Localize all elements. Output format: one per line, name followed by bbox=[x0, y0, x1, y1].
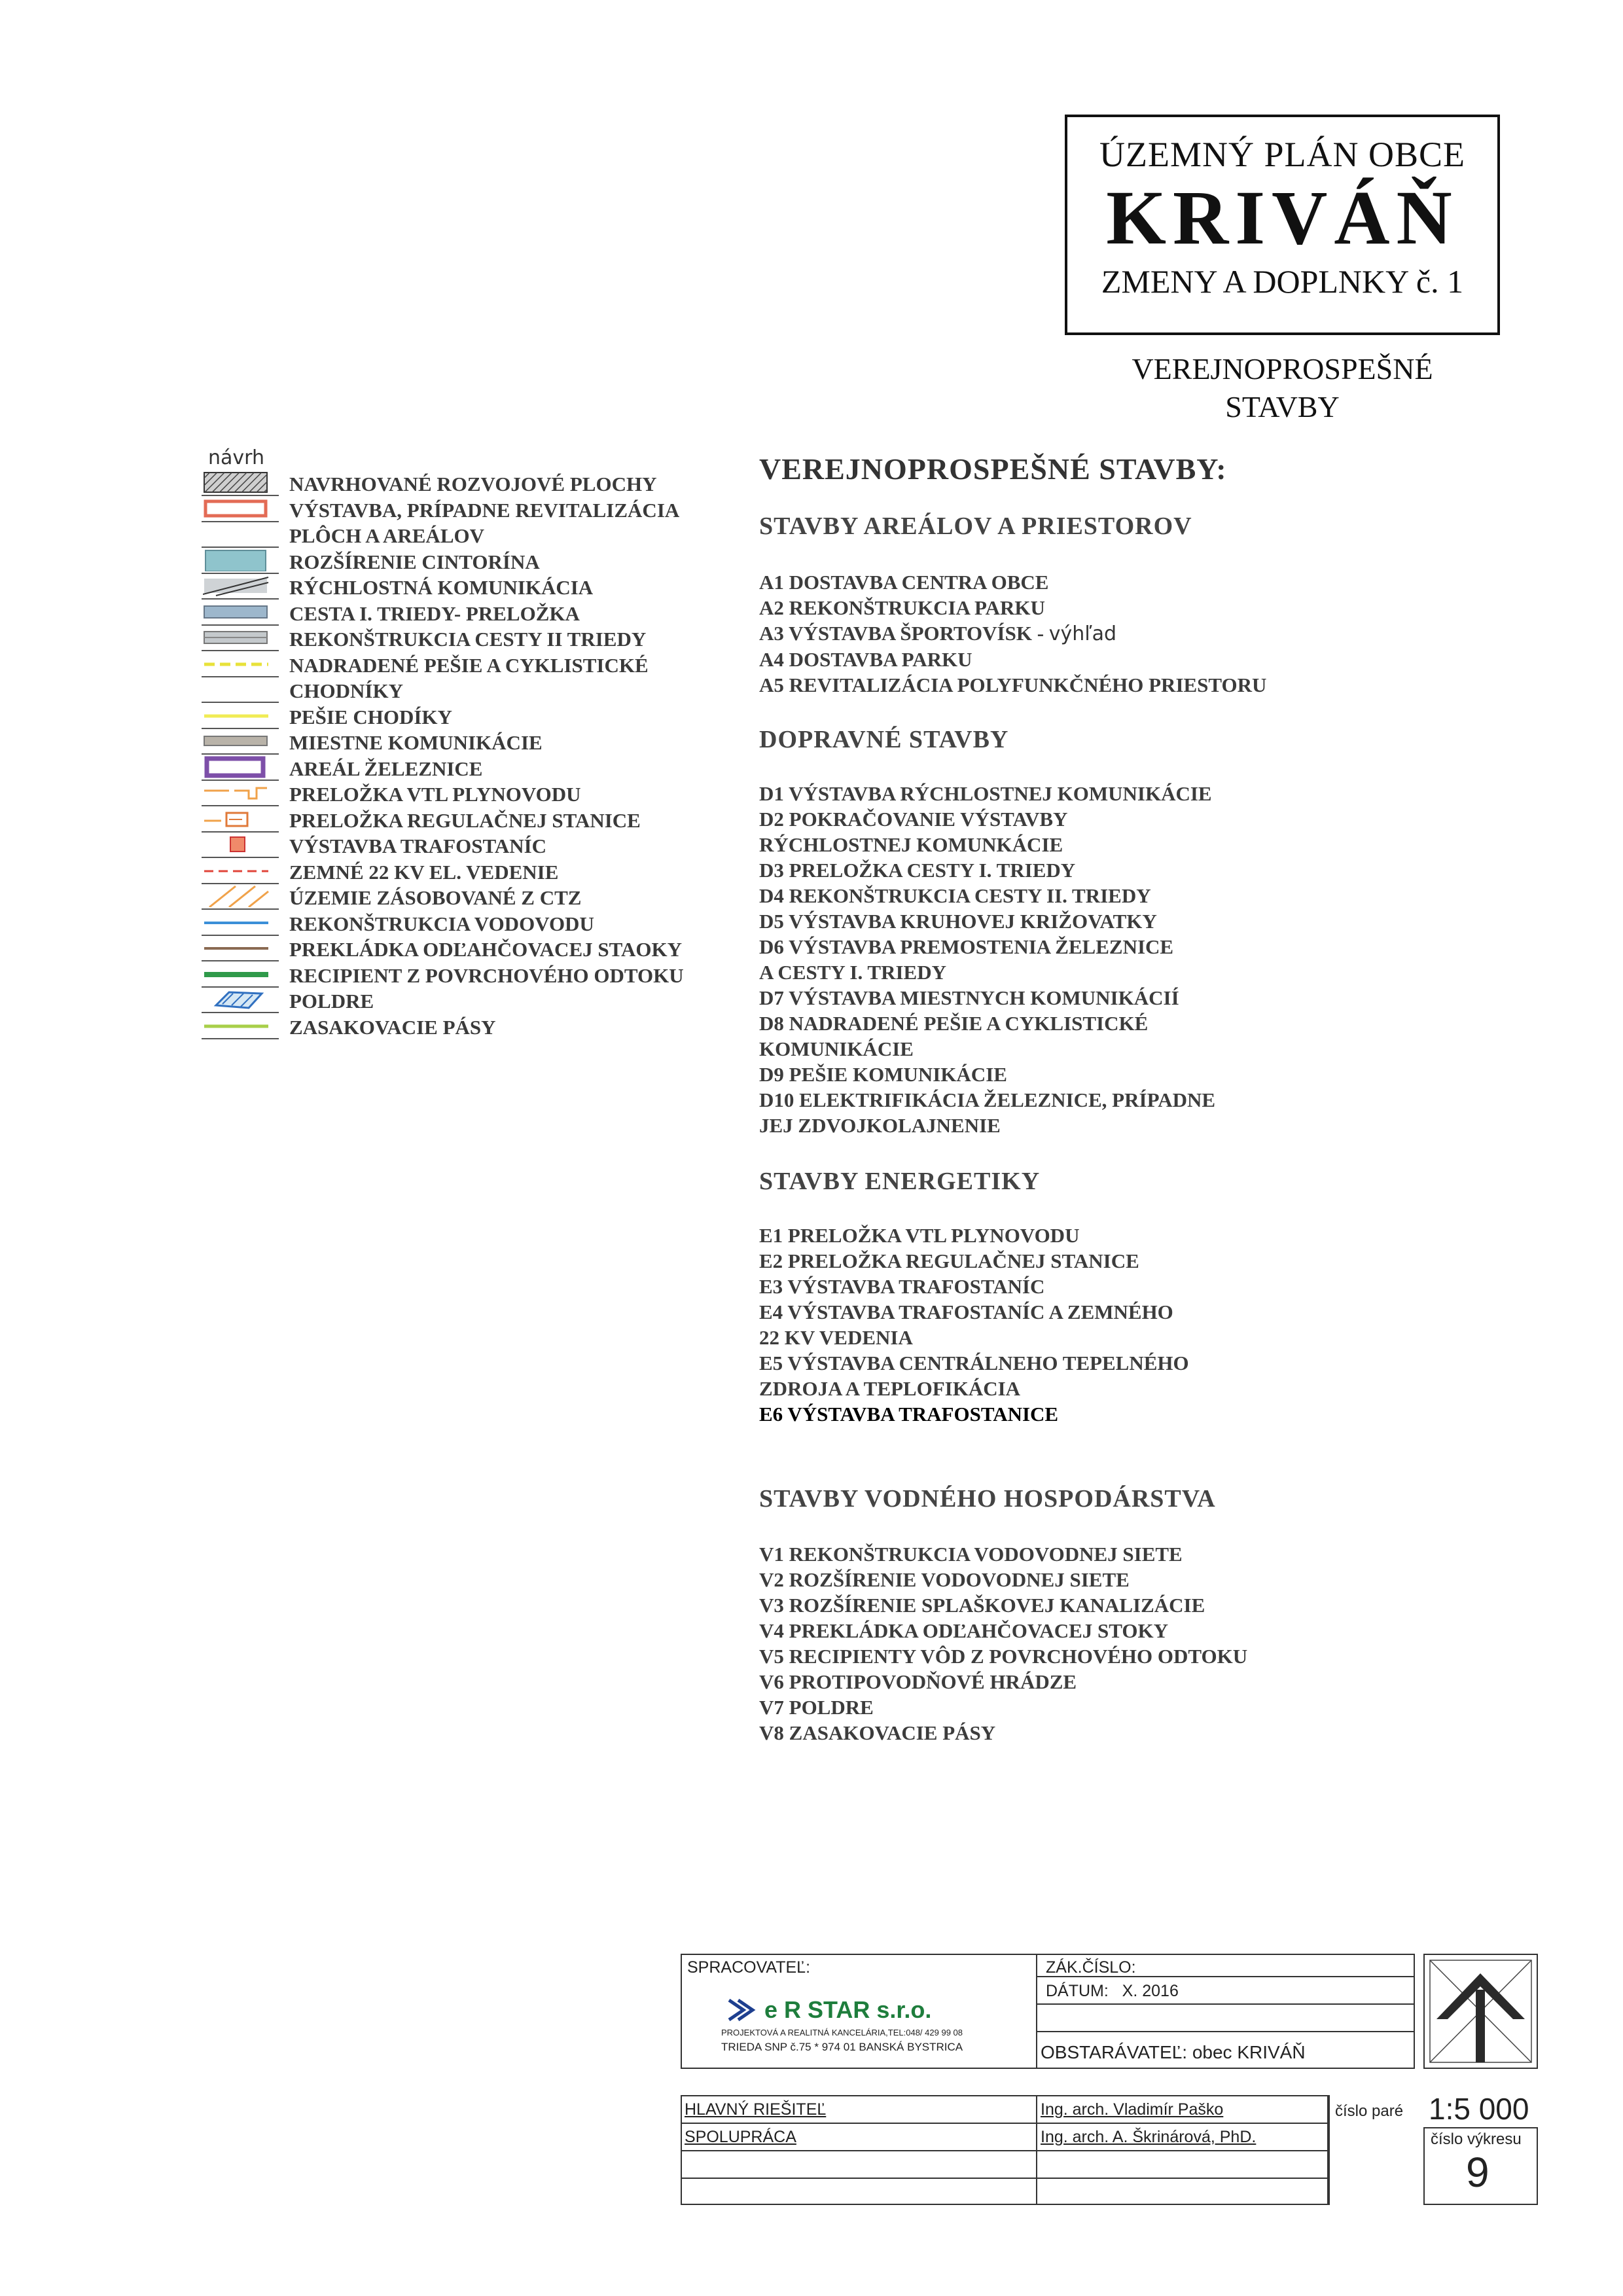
obstaravatel: OBSTARÁVATEĽ: obec KRIVÁŇ bbox=[1041, 2042, 1306, 2062]
legend-symbol-icon bbox=[203, 937, 275, 959]
list-item: V6 PROTIPOVODŇOVÉ HRÁDZE bbox=[759, 1670, 1077, 1693]
list-item: E3 VÝSTAVBA TRAFOSTANÍC bbox=[759, 1275, 1045, 1298]
list-item: D4 REKONŠTRUKCIA CESTY II. TRIEDY bbox=[759, 884, 1151, 907]
legend-item-label: RÝCHLOSTNÁ KOMUNIKÁCIA bbox=[289, 576, 594, 599]
company-name: e R STAR s.r.o. bbox=[764, 1996, 932, 2023]
title-municipality: KRIVÁŇ bbox=[1106, 175, 1459, 260]
legend-item-label: PRELOŽKA REGULAČNEJ STANICE bbox=[289, 808, 641, 832]
legend-item-label: PRELOŽKA VTL PLYNOVODU bbox=[289, 783, 581, 806]
cislo-vykresu-label: číslo výkresu bbox=[1431, 2130, 1522, 2148]
list-item: 22 KV VEDENIA bbox=[759, 1326, 913, 1349]
company-logo-icon bbox=[726, 1996, 760, 2024]
legend-symbol-icon bbox=[203, 730, 275, 752]
legend-tag: návrh bbox=[208, 446, 264, 469]
list-item: D2 POKRAČOVANIE VÝSTAVBY bbox=[759, 808, 1068, 831]
list-item bbox=[759, 620, 1266, 647]
legend-item-label: VÝSTAVBA TRAFOSTANÍC bbox=[289, 834, 547, 857]
list-item: V7 POLDRE bbox=[759, 1696, 874, 1719]
legend-item bbox=[202, 496, 738, 522]
list-item: V5 RECIPIENTY VÔD Z POVRCHOVÉHO ODTOKU bbox=[759, 1645, 1248, 1668]
section-title-energy: STAVBY ENERGETIKY bbox=[759, 1168, 1041, 1195]
legend-item-label: VÝSTAVBA, PRÍPADNE REVITALIZÁCIA bbox=[289, 498, 680, 522]
list-item: E1 PRELOŽKA VTL PLYNOVODU bbox=[759, 1224, 1080, 1247]
list-item: D7 VÝSTAVBA MIESTNYCH KOMUNIKÁCIÍ bbox=[759, 986, 1179, 1009]
list-item: D5 VÝSTAVBA KRUHOVEJ KRIŽOVATKY bbox=[759, 910, 1157, 933]
legend-item bbox=[202, 703, 738, 729]
stamp-divider bbox=[1036, 2031, 1415, 2032]
hlavny-riesitel-label: HLAVNÝ RIEŠITEĽ bbox=[685, 2100, 827, 2119]
legend-symbol-icon bbox=[203, 963, 275, 985]
list-item-text: A3 VÝSTAVBA ŠPORTOVÍSK - bbox=[759, 622, 1044, 645]
legend-item bbox=[202, 884, 738, 910]
legend-item-label: ROZŠÍRENIE CINTORÍNA bbox=[289, 550, 540, 573]
legend-symbol-icon bbox=[203, 497, 275, 520]
legend-item-label: ZEMNÉ 22 KV EL. VEDENIE bbox=[289, 860, 559, 884]
list-item: JEJ ZDVOJKOLAJNENIE bbox=[759, 1114, 1001, 1137]
subtitle-line1: VEREJNOPROSPEŠNÉ bbox=[1132, 352, 1433, 386]
legend-item-label: POLDRE bbox=[289, 990, 374, 1013]
stamp-divider bbox=[1036, 1954, 1037, 2069]
list-item: A1 DOSTAVBA CENTRA OBCE bbox=[759, 571, 1049, 594]
legend-item bbox=[202, 470, 738, 496]
list-item: D8 NADRADENÉ PEŠIE A CYKLISTICKÉ bbox=[759, 1012, 1149, 1035]
legend-item bbox=[202, 858, 738, 884]
legend-item bbox=[202, 728, 738, 755]
section-title-transport: DOPRAVNÉ STAVBY bbox=[759, 726, 1009, 753]
title-line3: ZMENY A DOPLNKY č. 1 bbox=[1101, 262, 1464, 300]
legend-item bbox=[202, 1013, 738, 1039]
section-list-transport bbox=[759, 781, 1215, 1138]
section-list-areas bbox=[759, 569, 1266, 698]
legend-symbol-icon bbox=[203, 833, 275, 855]
legend-item-label: PLÔCH A AREÁLOV bbox=[289, 524, 484, 547]
spracovatel-label: SPRACOVATEĽ: bbox=[687, 1958, 811, 1977]
legend-symbol-icon bbox=[203, 756, 275, 778]
legend-item bbox=[202, 832, 738, 858]
main-heading: VEREJNOPROSPEŠNÉ STAVBY: bbox=[759, 452, 1227, 486]
title-box bbox=[1065, 115, 1500, 335]
legend-item bbox=[202, 548, 738, 574]
legend-item-label: RECIPIENT Z POVRCHOVÉHO ODTOKU bbox=[289, 963, 684, 987]
cislo-pare-label: číslo paré bbox=[1335, 2102, 1404, 2120]
section-title-areas: STAVBY AREÁLOV A PRIESTOROV bbox=[759, 512, 1192, 540]
legend-item bbox=[202, 522, 738, 548]
list-item: D6 VÝSTAVBA PREMOSTENIA ŽELEZNICE bbox=[759, 935, 1174, 958]
list-item: A5 REVITALIZÁCIA POLYFUNKČNÉHO PRIESTORU bbox=[759, 673, 1267, 696]
legend-item-label: NADRADENÉ PEŠIE A CYKLISTICKÉ bbox=[289, 653, 649, 677]
section-list-energy bbox=[759, 1223, 1189, 1427]
stamp-divider bbox=[1329, 2095, 1330, 2205]
legend-symbol-icon bbox=[203, 471, 275, 493]
list-item: V3 ROZŠÍRENIE SPLAŠKOVEJ KANALIZÁCIE bbox=[759, 1594, 1205, 1617]
company-address-line1: PROJEKTOVÁ A REALITNÁ KANCELÁRIA,TEL:048/ 429 99 08 bbox=[721, 2028, 963, 2037]
stamp-divider bbox=[681, 2123, 1329, 2124]
spolupraca: Ing. arch. A. Škrinárová, PhD. bbox=[1041, 2128, 1257, 2146]
list-item: V8 ZASAKOVACIE PÁSY bbox=[759, 1721, 996, 1744]
legend-item-label: AREÁL ŽELEZNICE bbox=[289, 757, 483, 780]
legend-item-label: ZASAKOVACIE PÁSY bbox=[289, 1015, 496, 1039]
list-item: D9 PEŠIE KOMUNIKÁCIE bbox=[759, 1063, 1007, 1086]
stamp-divider bbox=[1036, 2003, 1415, 2005]
legend-symbol-icon bbox=[203, 859, 275, 882]
legend-symbol-icon bbox=[203, 781, 275, 804]
section-list-water bbox=[759, 1541, 1247, 1746]
legend-item bbox=[202, 573, 738, 600]
legend-item-label: MIESTNE KOMUNIKÁCIE bbox=[289, 731, 543, 754]
legend-item-label: ÚZEMIE ZÁSOBOVANÉ Z CTZ bbox=[289, 886, 582, 909]
list-item: D3 PRELOŽKA CESTY I. TRIEDY bbox=[759, 859, 1076, 882]
legend-separator bbox=[202, 1038, 279, 1039]
list-item: D1 VÝSTAVBA RÝCHLOSTNEJ KOMUNIKÁCIE bbox=[759, 782, 1212, 805]
legend-item bbox=[202, 677, 738, 703]
legend-item bbox=[202, 987, 738, 1013]
drawing-subtitle bbox=[1065, 350, 1500, 426]
legend-symbol-icon bbox=[203, 988, 275, 1011]
legend-item bbox=[202, 600, 738, 626]
legend-symbol-icon bbox=[203, 575, 275, 597]
list-item: E6 VÝSTAVBA TRAFOSTANICE bbox=[759, 1403, 1059, 1426]
architect-logo-icon bbox=[1423, 1954, 1538, 2069]
spolupraca-label: SPOLUPRÁCA bbox=[685, 2128, 796, 2146]
datum-value: X. 2016 bbox=[1122, 1982, 1179, 2000]
legend-item bbox=[202, 961, 738, 988]
datum bbox=[1046, 1982, 1179, 2001]
handwritten-note: výhľad bbox=[1048, 622, 1116, 645]
legend-symbol-icon bbox=[203, 808, 275, 830]
legend-item-label: CHODNÍKY bbox=[289, 679, 403, 702]
legend-item-label: PEŠIE CHODÍKY bbox=[289, 705, 452, 728]
list-item: RÝCHLOSTNEJ KOMUNKÁCIE bbox=[759, 833, 1063, 856]
legend-symbol-icon bbox=[203, 653, 275, 675]
list-item: E2 PRELOŽKA REGULAČNEJ STANICE bbox=[759, 1249, 1139, 1272]
legend-symbol-icon bbox=[203, 549, 275, 571]
legend-item-label: NAVRHOVANÉ ROZVOJOVÉ PLOCHY bbox=[289, 473, 657, 495]
list-item: ZDROJA A TEPLOFIKÁCIA bbox=[759, 1377, 1021, 1400]
subtitle-line2: STAVBY bbox=[1225, 390, 1340, 423]
legend-item-label: REKONŠTRUKCIA CESTY II TRIEDY bbox=[289, 628, 647, 651]
legend bbox=[202, 470, 738, 1039]
legend-item bbox=[202, 625, 738, 651]
list-item: E4 VÝSTAVBA TRAFOSTANÍC A ZEMNÉHO bbox=[759, 1300, 1173, 1323]
legend-symbol-icon bbox=[203, 626, 275, 649]
hlavny-riesitel: Ing. arch. Vladimír Paško bbox=[1041, 2100, 1224, 2119]
legend-item-label: REKONŠTRUKCIA VODOVODU bbox=[289, 912, 594, 935]
section-title-water: STAVBY VODNÉHO HOSPODÁRSTVA bbox=[759, 1485, 1216, 1513]
legend-item bbox=[202, 755, 738, 781]
legend-item bbox=[202, 910, 738, 936]
list-item: A4 DOSTAVBA PARKU bbox=[759, 648, 972, 671]
legend-item bbox=[202, 935, 738, 961]
legend-item bbox=[202, 780, 738, 806]
legend-item-label: PREKLÁDKA ODĽAHČOVACEJ STAOKY bbox=[289, 938, 682, 961]
legend-symbol-icon bbox=[203, 704, 275, 726]
list-item: A2 REKONŠTRUKCIA PARKU bbox=[759, 596, 1045, 619]
stamp-divider bbox=[681, 2150, 1329, 2151]
scale: 1:5 000 bbox=[1429, 2092, 1529, 2126]
list-item: KOMUNIKÁCIE bbox=[759, 1037, 914, 1060]
zak-cislo-label: ZÁK.ČÍSLO: bbox=[1046, 1958, 1136, 1977]
legend-item-label: CESTA I. TRIEDY- PRELOŽKA bbox=[289, 601, 580, 625]
list-item: V2 ROZŠÍRENIE VODOVODNEJ SIETE bbox=[759, 1568, 1130, 1591]
datum-label: DÁTUM: bbox=[1046, 1982, 1109, 2000]
title-line1: ÚZEMNÝ PLÁN OBCE bbox=[1099, 135, 1465, 174]
legend-symbol-icon bbox=[203, 1014, 275, 1037]
list-item: A CESTY I. TRIEDY bbox=[759, 961, 946, 984]
stamp-divider bbox=[681, 2178, 1329, 2179]
legend-symbol-icon bbox=[203, 601, 275, 623]
legend-symbol-icon bbox=[203, 911, 275, 933]
legend-item bbox=[202, 651, 738, 677]
list-item: V4 PREKLÁDKA ODĽAHČOVACEJ STOKY bbox=[759, 1619, 1168, 1642]
list-item: E5 VÝSTAVBA CENTRÁLNEHO TEPELNÉHO bbox=[759, 1352, 1189, 1374]
company-address-line2: TRIEDA SNP č.75 * 974 01 BANSKÁ BYSTRICA bbox=[721, 2041, 963, 2053]
list-item: V1 REKONŠTRUKCIA VODOVODNEJ SIETE bbox=[759, 1543, 1183, 1566]
legend-symbol-icon bbox=[203, 885, 275, 907]
drawing-number: 9 bbox=[1466, 2149, 1489, 2196]
legend-item bbox=[202, 806, 738, 833]
list-item: D10 ELEKTRIFIKÁCIA ŽELEZNICE, PRÍPADNE bbox=[759, 1088, 1216, 1111]
